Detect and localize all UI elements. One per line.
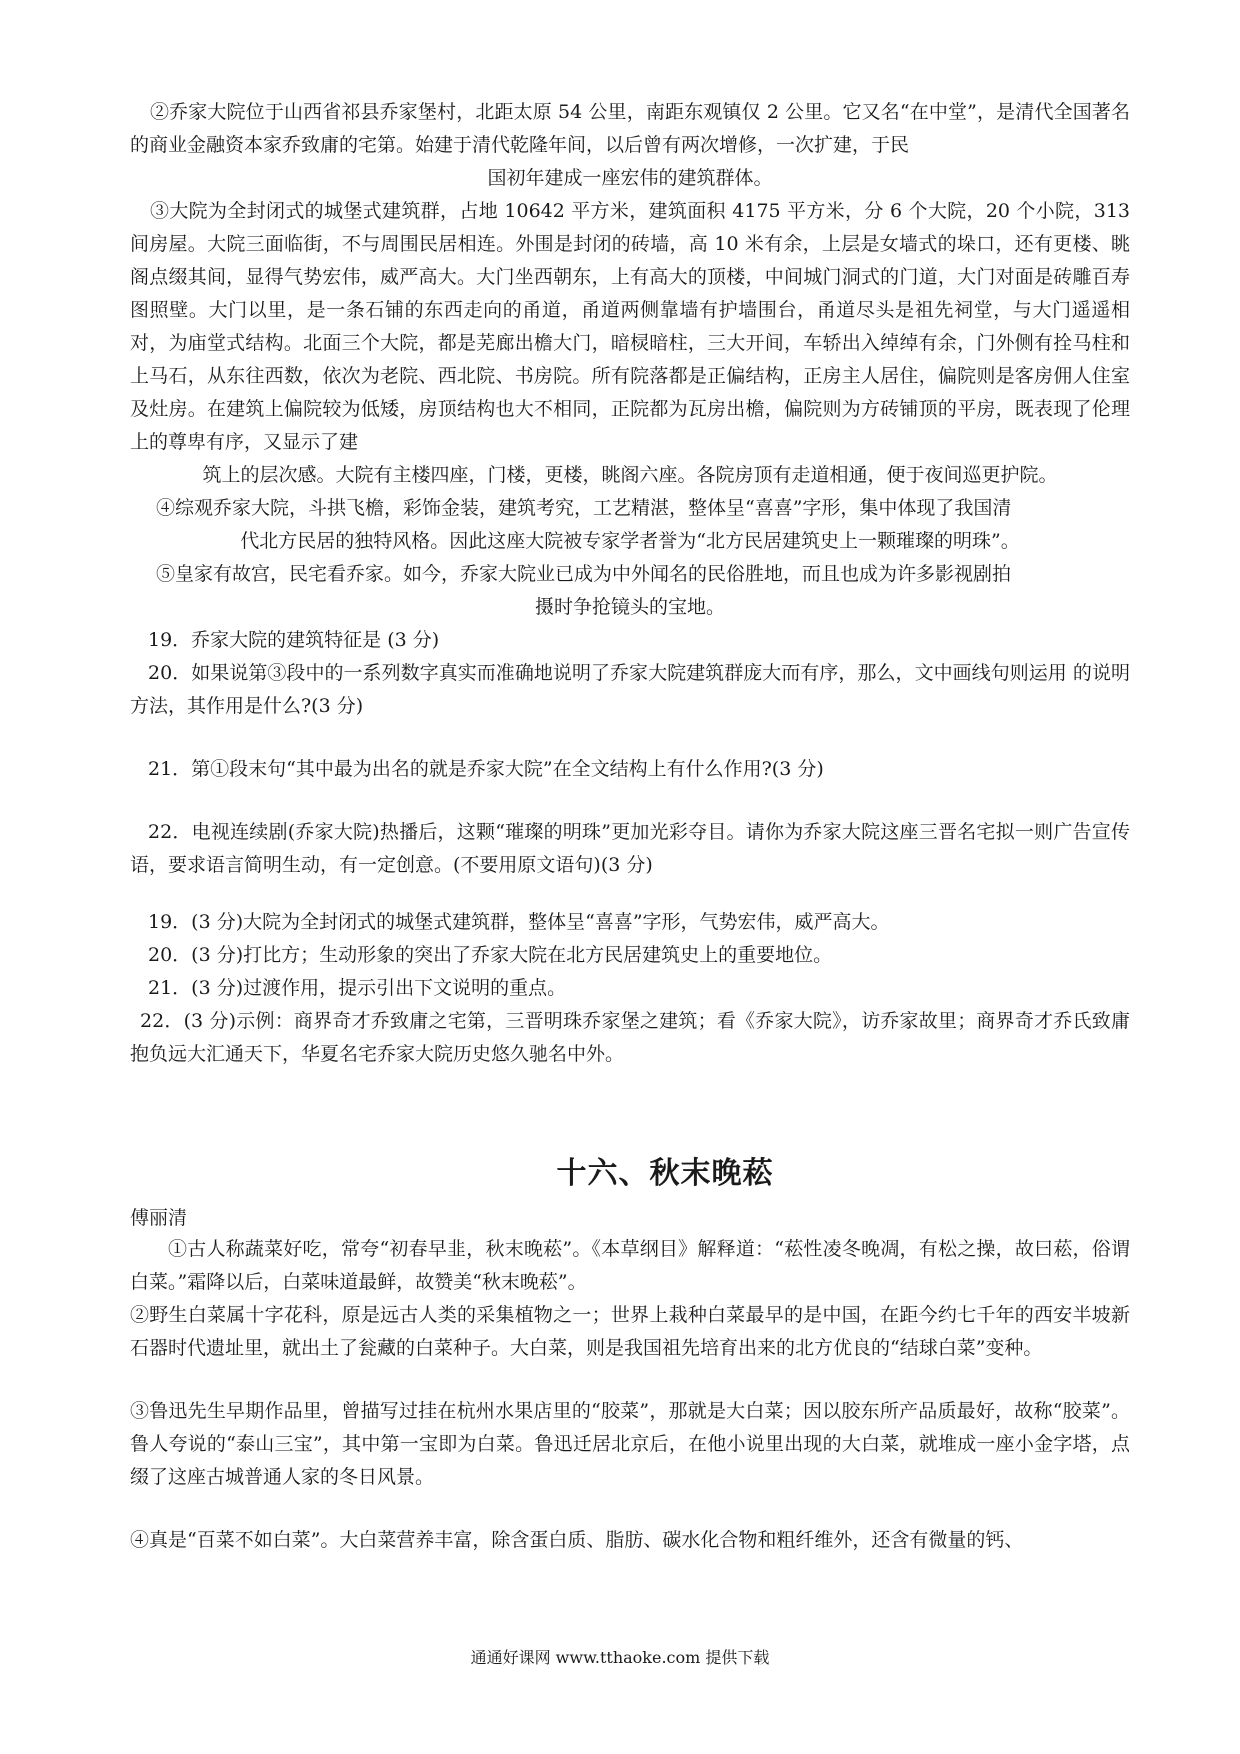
- section-paragraph-1: ①古人称蔬菜好吃，常夸“初春早韭，秋末晚菘”。《本草纲目》解释道：“菘性凌冬晚凋，有松之操，故曰菘，俗谓白菜。”霜降以后，白菜味道最鲜，故赞美“秋末晚菘”。: [130, 1238, 1130, 1293]
- answer-20: 20．(3 分)打比方；生动形象的突出了乔家大院在北方民居建筑史上的重要地位。: [148, 944, 833, 966]
- paragraph-3: ③大院为全封闭式的城堡式建筑群，占地 10642 平方米，建筑面积 4175 平方米，分 6 个大院，20 个小院，313 间房屋。大院三面临街，不与周围民居相连。外围是封闭的砖墙，高 10 米有余，上层是女墙式的垛口，还有更楼、眺阁点缀其间，显得气势宏伟，威严高大。大门坐西朝东，上有高大的顶楼，中间城门洞式的门道，大门对面是砖雕百寿图照壁。大门以里，是一条石铺的东西走向的甬道，甬道两侧靠墙有护墙围台，甬道尽头是祖先祠堂，与大门遥遥相对，为庙堂式结构。北面三个大院，都是芜廊出檐大门，暗棂暗柱，三大开间，车轿出入绰绰有余，门外侧有拴马柱和上马石，从东往西数，依次为老院、西北院、书房院。所有院落都是正偏结构，正房主人居住，偏院则是客房佣人住室及灶房。在建筑上偏院较为低矮，房顶结构也大不相同，正院都为瓦房出檐，偏院则为方砖铺顶的平房，既表现了伦理上的尊卑有序，又显示了建: [130, 200, 1130, 453]
- paragraph-4-tail: 代北方民居的独特风格。因此这座大院被专家学者誉为“北方民居建筑史上一颗璀璨的明珠”。: [240, 530, 1020, 552]
- answer-22: 22．(3 分)示例：商界奇才乔致庸之宅第，三晋明珠乔家堡之建筑；看《乔家大院》，访乔家故里；商界奇才乔氏致庸抱负远大汇通天下，华夏名宅乔家大院历史悠久驰名中外。: [130, 1010, 1130, 1065]
- answer-19: 19．(3 分)大院为全封闭式的城堡式建筑群，整体呈“喜喜”字形，气势宏伟，威严高大。: [148, 911, 890, 933]
- paragraph-3-tail: 筑上的层次感。大院有主楼四座，门楼，更楼，眺阁六座。各院房顶有走道相通，便于夜间巡更护院。: [202, 464, 1058, 486]
- paragraph-4: ④综观乔家大院，斗拱飞檐，彩饰金装，建筑考究，工艺精湛，整体呈“喜喜”字形，集中体现了我国清: [156, 497, 1012, 519]
- paragraph-2-tail: 国初年建成一座宏伟的建筑群体。: [487, 167, 773, 189]
- question-20: 20．如果说第③段中的一系列数字真实而准确地说明了乔家大院建筑群庞大而有序，那么，文中画线句则运用 的说明方法，其作用是什么?(3 分): [130, 662, 1130, 717]
- paragraph-5: ⑤皇家有故宫，民宅看乔家。如今，乔家大院业已成为中外闻名的民俗胜地，而且也成为许多影视剧拍: [156, 563, 1012, 585]
- section-paragraph-3: ③鲁迅先生早期作品里，曾描写过挂在杭州水果店里的“胶菜”，那就是大白菜；因以胶东所产品质最好，故称“胶菜”。鲁人夸说的“泰山三宝”，其中第一宝即为白菜。鲁迅迁居北京后，在他小说里出现的大白菜，就堆成一座小金字塔，点缀了这座古城普通人家的冬日风景。: [130, 1400, 1130, 1488]
- paragraph-2: ②乔家大院位于山西省祁县乔家堡村，北距太原 54 公里，南距东观镇仅 2 公里。它又名“在中堂”，是清代全国著名的商业金融资本家乔致庸的宅第。始建于清代乾隆年间，以后曾有两次增修，一次扩建，于民: [130, 101, 1130, 156]
- section-author: 傅丽清: [130, 1207, 188, 1229]
- paragraph-5-tail: 摄时争抢镜头的宝地。: [534, 596, 725, 618]
- section-title: 十六、秋末晚菘: [556, 1156, 774, 1191]
- section-paragraph-2: ②野生白菜属十字花科，原是远古人类的采集植物之一；世界上栽种白菜最早的是中国，在距今约七千年的西安半坡新石器时代遗址里，就出土了瓮藏的白菜种子。大白菜，则是我国祖先培育出来的北方优良的“结球白菜”变种。: [130, 1304, 1130, 1359]
- document-page: [130, 96, 1130, 1557]
- question-19: 19．乔家大院的建筑特征是 (3 分): [148, 629, 440, 651]
- question-21: 21．第①段末句“其中最为出名的就是乔家大院”在全文结构上有什么作用?(3 分): [148, 758, 824, 780]
- page-footer: 通通好课网 www.tthaoke.com 提供下载: [470, 1648, 770, 1667]
- question-22: 22．电视连续剧(乔家大院)热播后，这颗“璀璨的明珠”更加光彩夺目。请你为乔家大院这座三晋名宅拟一则广告宣传语，要求语言简明生动，有一定创意。(不要用原文语句)(3 分): [130, 821, 1130, 876]
- answer-21: 21．(3 分)过渡作用，提示引出下文说明的重点。: [148, 977, 567, 999]
- section-paragraph-4: ④真是“百菜不如白菜”。大白菜营养丰富，除含蛋白质、脂肪、碳水化合物和粗纤维外，还含有微量的钙、: [130, 1529, 1024, 1551]
